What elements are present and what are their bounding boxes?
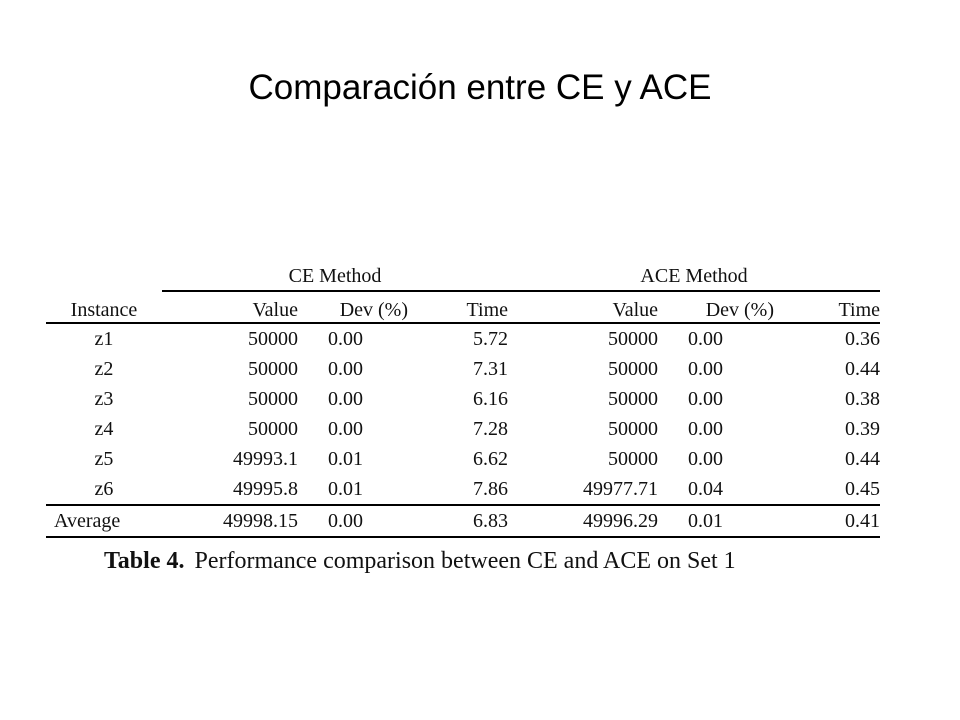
instance-cell: z2	[94, 357, 114, 380]
table-row	[46, 474, 880, 505]
instance-cell: z3	[94, 387, 114, 410]
instance-cell: z4	[94, 417, 114, 440]
ce-dev-cell: 0.01	[328, 477, 363, 500]
ce-time-cell: 6.16	[473, 387, 509, 410]
ace-time-cell: 0.36	[845, 327, 881, 350]
instance-cell: z1	[94, 327, 114, 350]
instance-cell: z5	[94, 447, 114, 470]
ace-time-cell: 0.45	[845, 477, 881, 500]
slide-title: Comparación entre CE y ACE	[248, 68, 712, 107]
ace-dev-cell: 0.04	[688, 477, 724, 500]
instance-cell: z6	[94, 477, 114, 500]
performance-table	[46, 258, 880, 538]
table-row	[46, 444, 880, 474]
ace-value-cell: 50000	[608, 327, 659, 350]
caption-label: Table 4.	[104, 548, 185, 574]
ace-value-cell: 49996.29	[508, 505, 658, 537]
ace-value-cell: 50000	[608, 357, 659, 380]
ace-time-cell: 0.44	[845, 447, 881, 470]
table-row	[46, 414, 880, 444]
group-header-ce: CE Method	[162, 258, 508, 291]
ce-dev-cell: 0.01	[328, 447, 363, 470]
ce-value-cell: 49993.1	[233, 447, 298, 470]
table-caption	[46, 548, 880, 575]
group-header-ace: ACE Method	[508, 258, 880, 291]
caption-text: Performance comparison between CE and ACE on Set 1	[194, 548, 736, 574]
ace-dev-cell: 0.00	[688, 327, 724, 350]
ce-time-cell: 6.62	[473, 447, 509, 470]
ace-value-cell: 49977.71	[583, 477, 659, 500]
column-header-ce-time: Time	[408, 291, 508, 323]
column-header-instance: Instance	[46, 291, 162, 323]
ce-value-cell: 50000	[248, 357, 298, 380]
average-label: Average	[46, 505, 162, 537]
column-header-ace-dev: Dev (%)	[658, 291, 774, 323]
table-figure	[46, 258, 880, 575]
ace-value-cell: 50000	[608, 417, 659, 440]
ace-dev-cell: 0.00	[688, 387, 724, 410]
ce-time-cell: 5.72	[473, 327, 509, 350]
ace-dev-cell: 0.00	[688, 447, 724, 470]
ce-dev-cell: 0.00	[328, 357, 363, 380]
average-row	[46, 505, 880, 537]
table-row	[46, 323, 880, 354]
ace-time-cell: 0.44	[845, 357, 881, 380]
ce-dev-cell: 0.00	[328, 417, 363, 440]
ace-dev-cell: 0.00	[688, 357, 724, 380]
ce-value-cell: 50000	[248, 387, 298, 410]
group-header-spacer	[46, 258, 162, 291]
ce-dev-cell: 0.00	[298, 505, 408, 537]
ace-dev-cell: 0.01	[658, 505, 774, 537]
ce-time-cell: 7.31	[473, 357, 509, 380]
ace-value-cell: 50000	[608, 387, 659, 410]
column-header-ce-dev: Dev (%)	[298, 291, 408, 323]
column-header-ace-time: Time	[774, 291, 880, 323]
table-row	[46, 384, 880, 414]
column-header-ace-value: Value	[508, 291, 658, 323]
ace-time-cell: 0.39	[845, 417, 881, 440]
ce-value-cell: 49998.15	[162, 505, 298, 537]
ace-time-cell: 0.38	[845, 387, 881, 410]
ce-value-cell: 49995.8	[233, 477, 298, 500]
ace-time-cell: 0.41	[774, 505, 880, 537]
table-row	[46, 354, 880, 384]
column-header-ce-value: Value	[162, 291, 298, 323]
ce-value-cell: 50000	[248, 417, 298, 440]
ace-value-cell: 50000	[608, 447, 659, 470]
ce-value-cell: 50000	[248, 327, 298, 350]
ce-dev-cell: 0.00	[328, 327, 363, 350]
ce-dev-cell: 0.00	[328, 387, 363, 410]
ce-time-cell: 7.28	[473, 417, 509, 440]
ace-dev-cell: 0.00	[688, 417, 724, 440]
ce-time-cell: 7.86	[473, 477, 509, 500]
ce-time-cell: 6.83	[408, 505, 508, 537]
